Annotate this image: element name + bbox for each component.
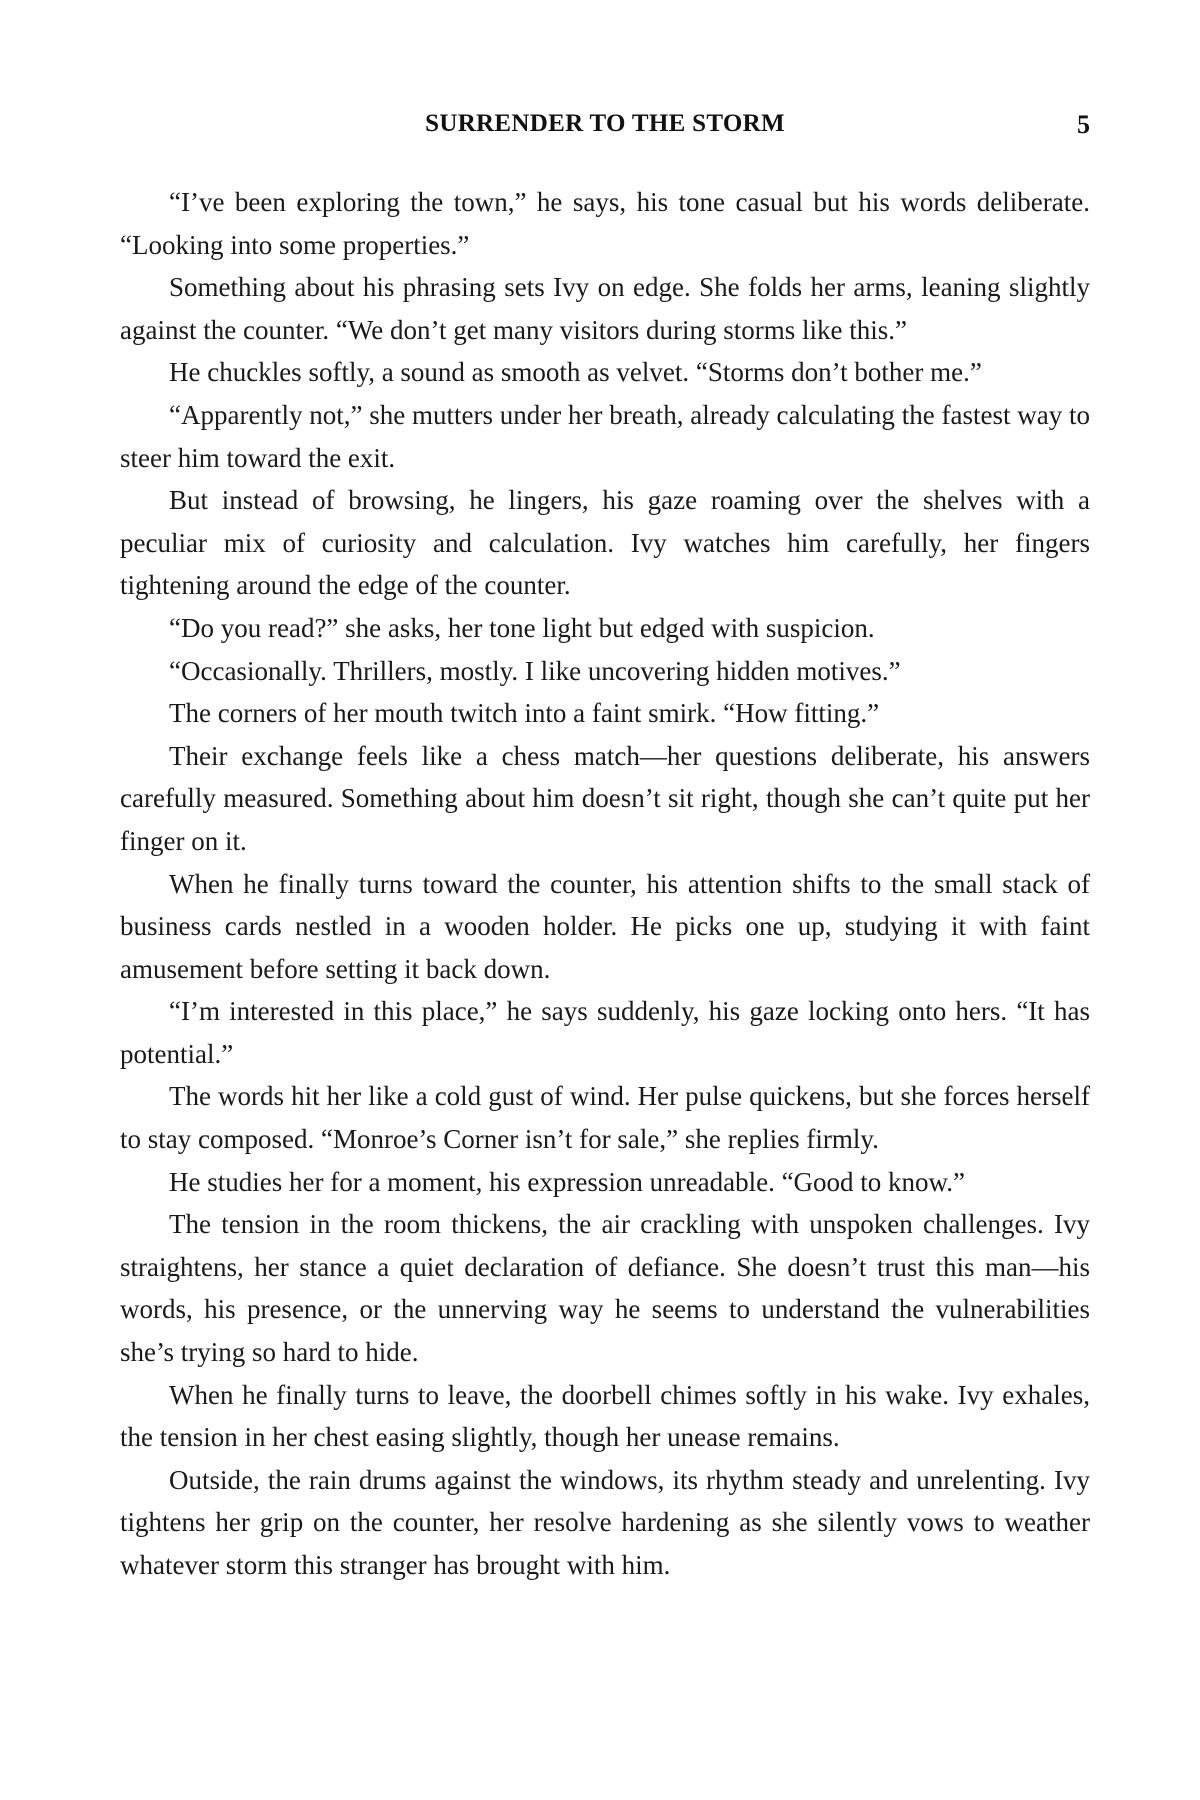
paragraph: Their exchange feels like a chess match—her questions deliberate, his answers carefully measured. Something about him doesn’t sit right, though she can’t quite put her finger on it. [120,740,1090,856]
paragraph: The words hit her like a cold gust of wind. Her pulse quickens, but she forces herself to stay composed. “Monroe’s Corner isn’t for sale,” she replies firmly. [120,1081,1090,1155]
book-title: SURRENDER TO THE STORM [425,110,785,137]
body-text [120,181,1090,1587]
paragraph: The tension in the room thickens, the air crackling with unspoken challenges. Ivy straightens, her stance a quiet declaration of defiance. She doesn’t trust this man—his words, his presence, or the unnerving way he seems to understand the vulnerabilities she’s trying so hard to hide. [120,1209,1090,1368]
paragraph: When he finally turns to leave, the doorbell chimes softly in his wake. Ivy exhales, the tension in her chest easing slightly, though her unease remains. [120,1379,1090,1453]
paragraph: “I’m interested in this place,” he says suddenly, his gaze locking onto hers. “It has potential.” [120,996,1090,1069]
paragraph: When he finally turns toward the counter, his attention shifts to the small stack of business cards nestled in a wooden holder. He picks one up, studying it with faint amusement before setting it back down. [120,868,1090,984]
paragraph: Outside, the rain drums against the windows, its rhythm steady and unrelenting. Ivy tightens her grip on the counter, her resolve hardening as she silently vows to weather whatever storm this stranger has brought with him. [120,1464,1090,1580]
paragraph: He studies her for a moment, his expression unreadable. “Good to know.” [169,1166,966,1197]
paragraph: “Do you read?” she asks, her tone light but edged with suspicion. [169,612,875,643]
paragraph: “Apparently not,” she mutters under her breath, already calculating the fastest way to steer him toward the exit. [120,399,1090,473]
paragraph: Something about his phrasing sets Ivy on edge. She folds her arms, leaning slightly against the counter. “We don’t get many visitors during storms like this.” [120,272,1090,345]
paragraph: He chuckles softly, a sound as smooth as velvet. “Storms don’t bother me.” [169,357,982,388]
page-number: 5 [1077,110,1090,139]
paragraph: But instead of browsing, he lingers, his gaze roaming over the shelves with a peculiar mix of curiosity and calculation. Ivy watches him carefully, her fingers tightening around the edge of the counter. [120,485,1090,601]
paragraph: The corners of her mouth twitch into a faint smirk. “How fitting.” [169,698,880,729]
running-header [120,110,1090,150]
paragraph: “Occasionally. Thrillers, mostly. I like uncovering hidden motives.” [169,655,901,686]
paragraph: “I’ve been exploring the town,” he says, his tone casual but his words deliberate. “Looking into some properties.” [120,187,1090,260]
